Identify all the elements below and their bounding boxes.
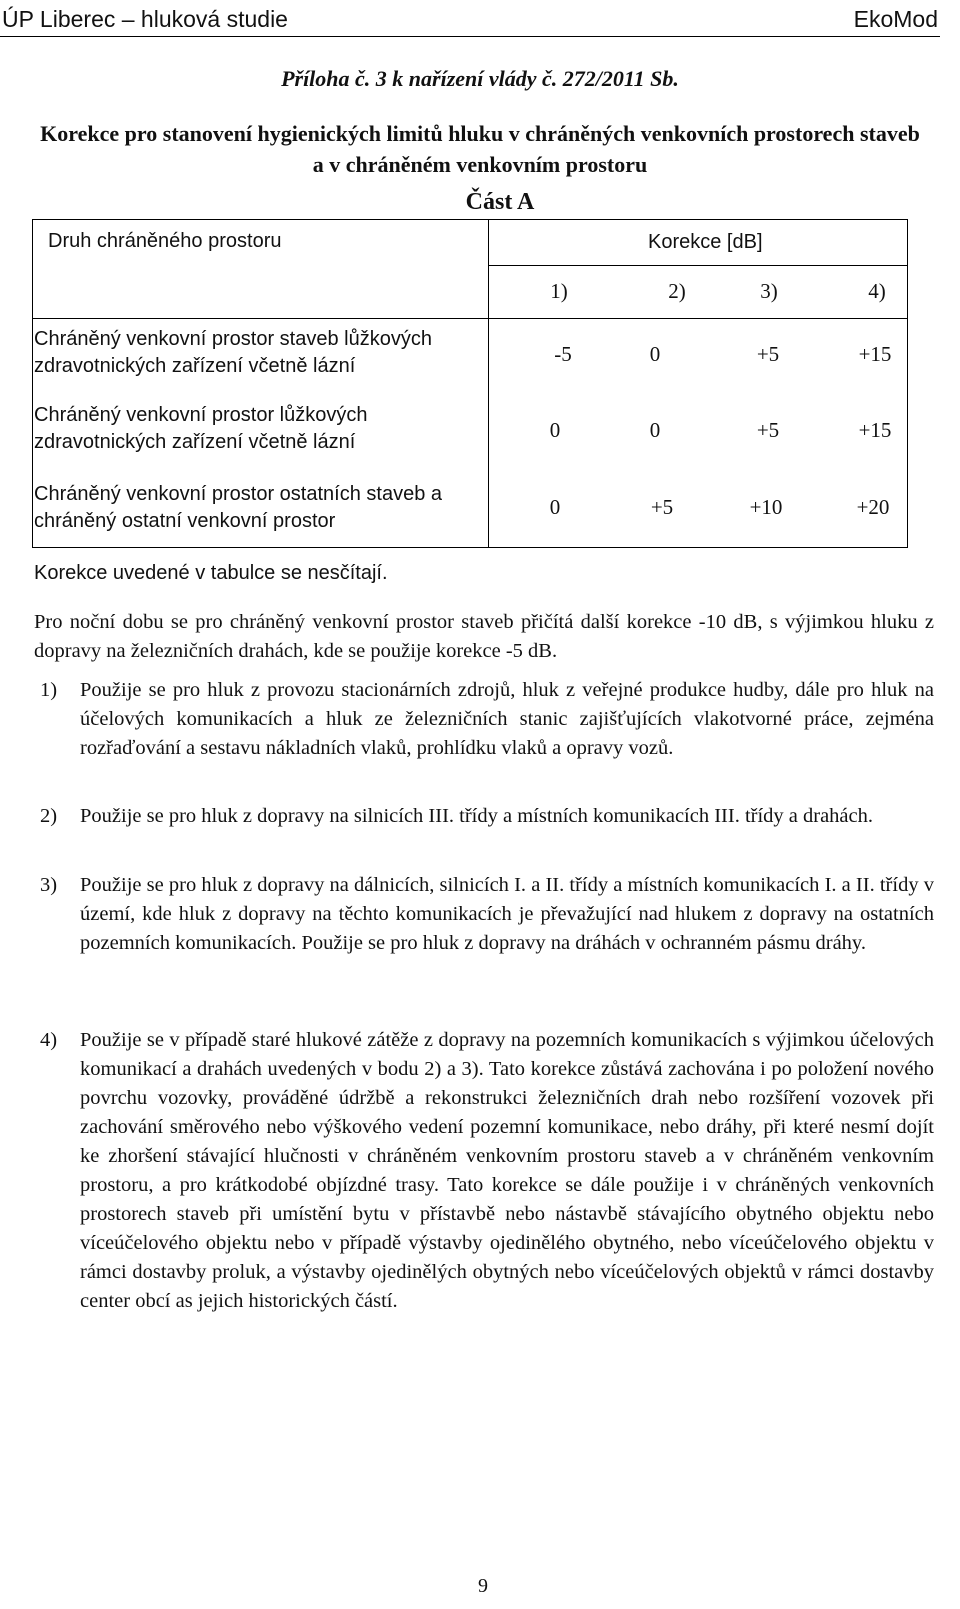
table-border-top: [32, 219, 908, 220]
footnote-2-text: Použije se pro hluk z dopravy na silnicích III. třídy a místních komunikacích III. třídy a drahách.: [80, 805, 874, 827]
header-right: EkoMod: [853, 6, 938, 32]
column-header-korekce: Korekce [dB]: [648, 231, 763, 253]
row-1-value-2: 0: [649, 342, 661, 366]
table-border-bottom: [32, 547, 908, 548]
footnote-3: [40, 871, 934, 958]
row-1-value-3: +5: [756, 342, 780, 366]
header-left: ÚP Liberec – hluková studie: [2, 6, 288, 32]
footnote-4: [40, 1026, 934, 1316]
row-1-value-1: -5: [554, 342, 572, 366]
footnote-1-text: Použije se pro hluk z provozu stacionárních zdrojů, hluk z veřejné produkce hudby, dále pro hluk na účelových komunikacích a hluk ze železničních stanic zajišťujících vlakotvorné práce, zejména rozřaďování a sestavu nákladních vlaků, prohlídku vlaků a opravy vozů.: [80, 679, 934, 759]
row-3-value-3: +10: [749, 495, 783, 519]
footnote-4-text: Použije se v případě staré hlukové zátěže z dopravy na pozemních komunikacích s výjimkou účelových komunikací a drahách uvedených v bodu 2) a 3). Tato korekce zůstává zachována i po položení nového povrchu vozovky, prováděné údržbě a rekonstrukci železničních drah nebo rozšíření vozovek při zachování směrového nebo výškového vedení pozemní komunikace, nebo dráhy, při které nesmí dojít ke zhoršení stávající hlučnosti v chráněném venkovním prostoru staveb a v chráněném venkovním prostoru, a pro krátkodobé objízdné trasy. Tato korekce se dále použije i v chráněných venkovních prostorech staveb při umístění bytu v přístavbě nebo nástavbě stávajícího obytného objektu nebo víceúčelového objektu nebo v případě výstavby ojedinělého obytného, nebo víceúčelového objektu v rámci dostavby proluk, a výstavby ojedinělých obytných nebo víceúčelových objektů v rámci dostavby center obcí as jejich historických částí.: [80, 1029, 934, 1312]
row-2-value-3: +5: [756, 418, 780, 442]
table-korekce-divider: [488, 265, 908, 266]
sub-header-3: 3): [760, 279, 778, 303]
table-header-divider: [32, 318, 908, 319]
annex-title: Příloha č. 3 k nařízení vlády č. 272/2011 Sb.: [281, 66, 679, 91]
row-1-value-4: +15: [858, 342, 892, 366]
row-2-value-4: +15: [858, 418, 892, 442]
row-2-value-1: 0: [549, 418, 561, 442]
footnote-2-marker: 2): [40, 805, 58, 827]
footnote-1: [40, 676, 934, 763]
page-header: [0, 2, 940, 37]
table-border-left: [32, 219, 33, 548]
footnote-4-marker: 4): [40, 1029, 58, 1051]
row-1-label: Chráněný venkovní prostor staveb lůžkových zdravotnických zařízení včetně lázní: [34, 328, 432, 377]
footnote-2: [40, 802, 934, 831]
table-note: Korekce uvedené v tabulce se nesčítají.: [34, 562, 388, 584]
sub-header-2: 2): [668, 279, 686, 303]
footnote-3-text: Použije se pro hluk z dopravy na dálnicích, silnicích I. a II. třídy a místních komunikacích I. a II. třídy v území, kde hluk z dopravy na těchto komunikacích je převažující nad hlukem z dopravy na ostatních pozemních komunikacích. Použije se pro hluk z dopravy na dráhách v ochranném pásmu dráhy.: [80, 874, 934, 954]
page-number: 9: [478, 1575, 488, 1597]
footnote-1-marker: 1): [40, 679, 58, 701]
footnote-3-marker: 3): [40, 874, 58, 896]
table-column-divider: [488, 219, 489, 548]
column-header-type: Druh chráněného prostoru: [48, 230, 282, 252]
row-3-value-2: +5: [650, 495, 674, 519]
sub-header-4: 4): [868, 279, 886, 303]
sub-header-1: 1): [550, 279, 568, 303]
night-correction-paragraph: Pro noční dobu se pro chráněný venkovní prostor staveb přičítá další korekce -10 dB, s výjimkou hluku z dopravy na železničních drahách, kde se použije korekce -5 dB.: [34, 611, 934, 662]
row-3-value-4: +20: [856, 495, 890, 519]
row-3-label: Chráněný venkovní prostor ostatních staveb a chráněný ostatní venkovní prostor: [34, 483, 443, 532]
row-2-value-2: 0: [649, 418, 661, 442]
document-title: Korekce pro stanovení hygienických limitů hluku v chráněných venkovních prostorech staveb a v chráněném venkovním prostoru: [40, 121, 920, 177]
row-2-label: Chráněný venkovní prostor lůžkových zdravotnických zařízení včetně lázní: [34, 404, 368, 453]
part-label: Část A: [465, 189, 535, 215]
row-3-value-1: 0: [549, 495, 561, 519]
